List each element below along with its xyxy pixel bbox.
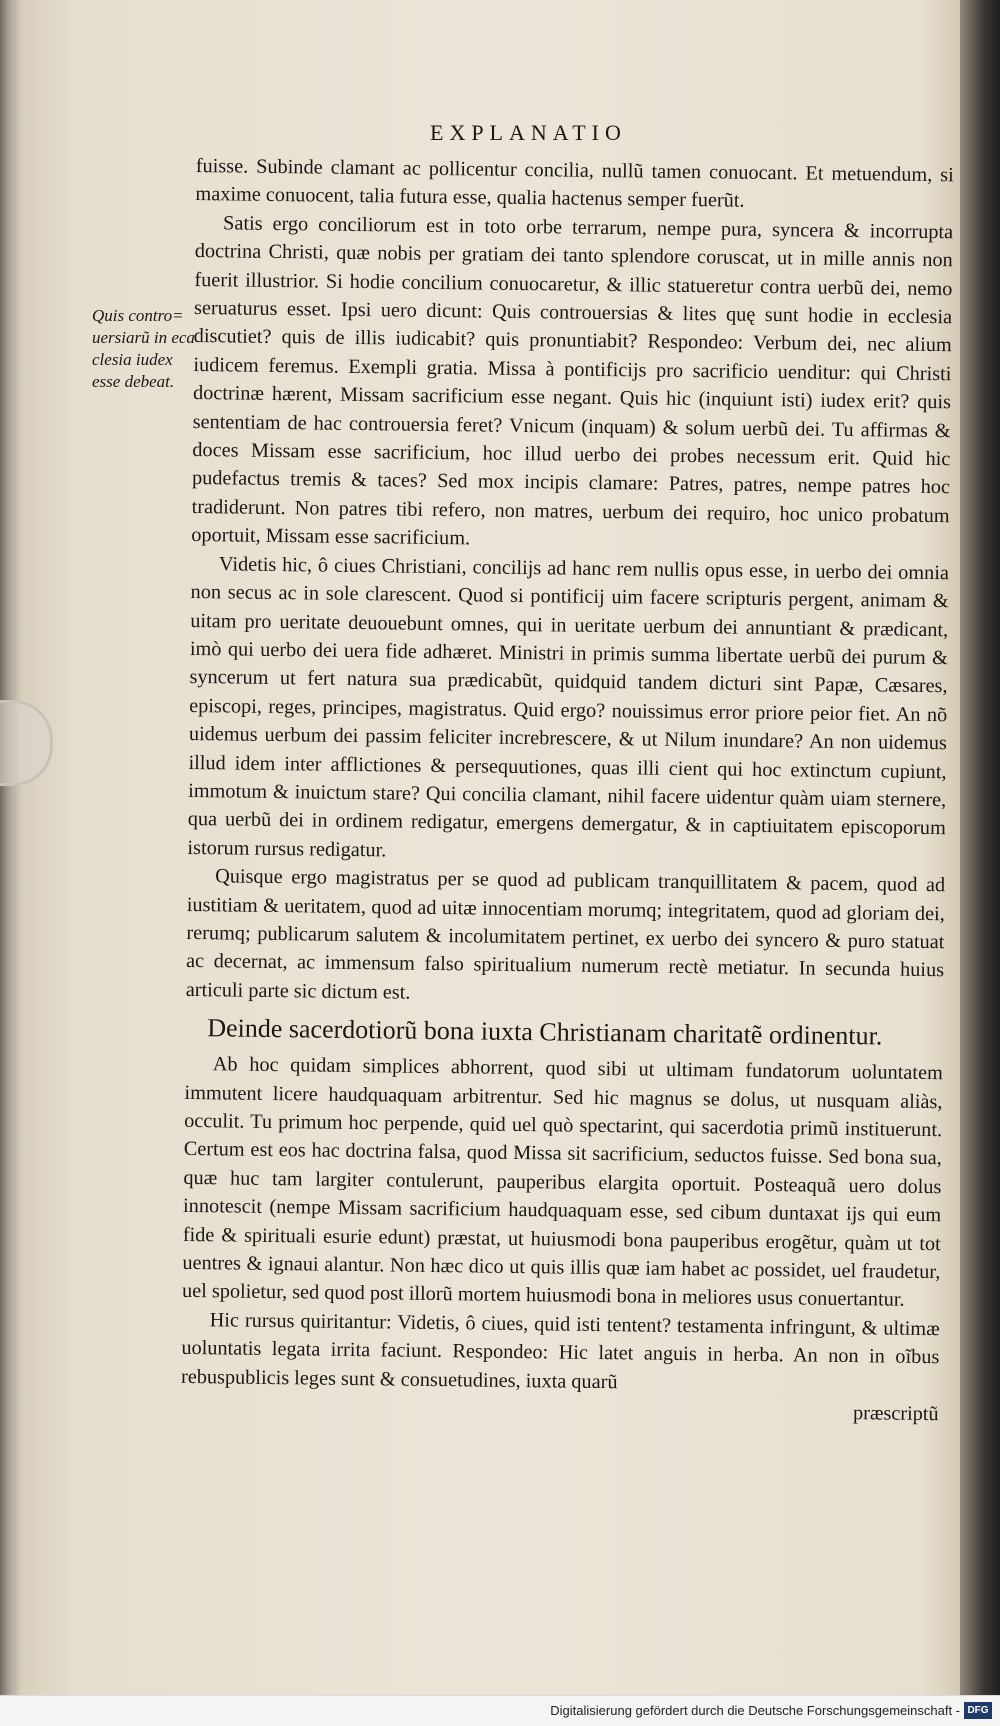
paragraph: Satis ergo conciliorum est in toto orbe terrarum, nempe pura, syncera & incorrupta doctrina Christi, quæ nobis per gratiam dei tanto splendore coruscat, ut in mille annis non fuerit illustrior. Si hodie concilium conuocaretur, & illic statueretur contra uerbũ dei, nemo seruaturus esset. Ipsi uero dicunt: Quis controuersias & lites quę sunt hodie in ecclesia discutiet? quis de illis iudicabit? quis pronuntiabit? Respondeo: Verbum dei, nec alium iudicem feremus. Exempli gratia. Missa à pontificijs pro sacrificio uenditur: qui Christi doctrinæ hærent, Missam sacrificium esse negant. Quis hic (inquiunt isti) iudex erit? quis sententiam de hac controuersia feret? Vnicum (inquam) & solum uerbũ dei. Tu affirmas & doces Missam esse sacrificium, hoc illud uerbo dei probes necessum erit. Quid hic pudefactus tremis & taces? Sed mox incipis clamare: Patres, patres, nempe patres hoc tradiderunt. Non patres tibi refero, non matres, uerbum dei requiro, hoc unico probatum oportuit, Missam esse sacrificium. bbox=[191, 212, 954, 550]
running-head: EXPLANATIO bbox=[430, 120, 627, 145]
funding-credit: Digitalisierung gefördert durch die Deutsche Forschungsgemeinschaft - bbox=[550, 1703, 960, 1718]
body-text bbox=[181, 152, 954, 1429]
right-page-edge bbox=[960, 0, 1000, 1696]
section-heading: Deinde sacerdotiorũ bona iuxta Christianam charitatẽ ordinentur. bbox=[207, 1013, 883, 1051]
margin-note: Quis contro= uersiarũ in eca clesia iudex esse debeat. bbox=[92, 306, 195, 391]
catchword: præscriptũ bbox=[852, 1402, 939, 1426]
paragraph: fuisse. Subinde clamant ac pollicentur concilia, nullũ tamen conuocant. Et metuendum, si maxime conuocent, talia futura esse, qualia hactenus semper fuerũt. bbox=[195, 154, 954, 213]
footer-bar bbox=[0, 1695, 1000, 1726]
paragraph: Hic rursus quiritantur: Videtis, ô ciues, quid isti tentent? testamenta infringunt, & ultimæ uoluntatis legata irrita faciunt. Respondeo: Hic latet anguis in herba. An non in oĩbus rebuspublicis leges sunt & consuetudines, iuxta quarũ bbox=[180, 1309, 940, 1393]
dfg-logo: DFG bbox=[964, 1702, 992, 1719]
binding-edge bbox=[0, 0, 22, 1696]
paragraph: Quisque ergo magistratus per se quod ad publicam tranquillitatem & pacem, quod ad iustitiam & ueritatem, quod ad uitæ innocentiam morumq; integritatem, quod ad gloriam dei, rerumq; publicarum salutem & incolumitatem pertinet, ex uerbo dei syncero & puro statuat ac decernat, ac immensum falso spiritualium numerum rectè metiatur. In secunda huius articuli parte sic dictum est. bbox=[185, 865, 946, 1004]
paragraph: Videtis hic, ô ciues Christiani, concilijs ad hanc rem nullis opus esse, in uerbo dei omnia non secus ac in sole clarescent. Quod si pontificij uim facere scripturis pergent, animam & uitam pro ueritate deuouebunt omnes, qui in ueritate uerbum dei annuntiant & prædicant, imò qui uerbo dei uera fide adhæret. Ministri in primis summa libertate uerbũ dei purum & syncerum ut fert natura sua prædicabũt, quidquid tandem dicturi sint Papæ, Cæsares, episcopi, reges, principes, magistratus. Quid ergo? nouissimus error priore peior fiet. An nõ uidemus uerbum dei passim feliciter increbrescere, & ut Nilum inundare? An non uidemus illud idem inter afflictiones & persequutiones, quas illi cient qui hoc extinctum cupiunt, immotum & inuictum stare? Qui concilia clamant, nihil facere uidentur quàm uiam sternere, qua uerbũ dei in ordinem redigatur, emergens demergatur, & in captiuitatem episcoporum istorum rursus redigatur. bbox=[187, 552, 950, 862]
paragraph: Ab hoc quidam simplices abhorrent, quod sibi ut ultimam fundatorum uoluntatem immutent licere haudquaquam arbitrentur. Sed hic magnus se dolus, ut nusquam aliàs, occulit. Tu primum hoc perpende, quid uel quò spectarint, qui sacerdotia primũ instituerunt. Certum est eos hac doctrina falsa, quod Missa sit sacrificium, seductos fuisse. Sed bona sua, quæ huc tam largiter contulerunt, pauperibus elargita oportuit. Posteaquã uero dolus innotescit (nempe Missam sacrificium haudquaquam esse, sed cibum duntaxat ijs qui eum fide & spirituali esurie edunt) præstat, ut huiusmodi bona pauperibus erogẽtur, quàm ut tot uentres & ignaui alantur. Non hæc dico ut quis illis quæ iam habet ac possidet, uel fraudetur, uel spolietur, sed quod post illorũ mortem huiusmodi bona in meliores usus conuertantur. bbox=[181, 1053, 943, 1312]
